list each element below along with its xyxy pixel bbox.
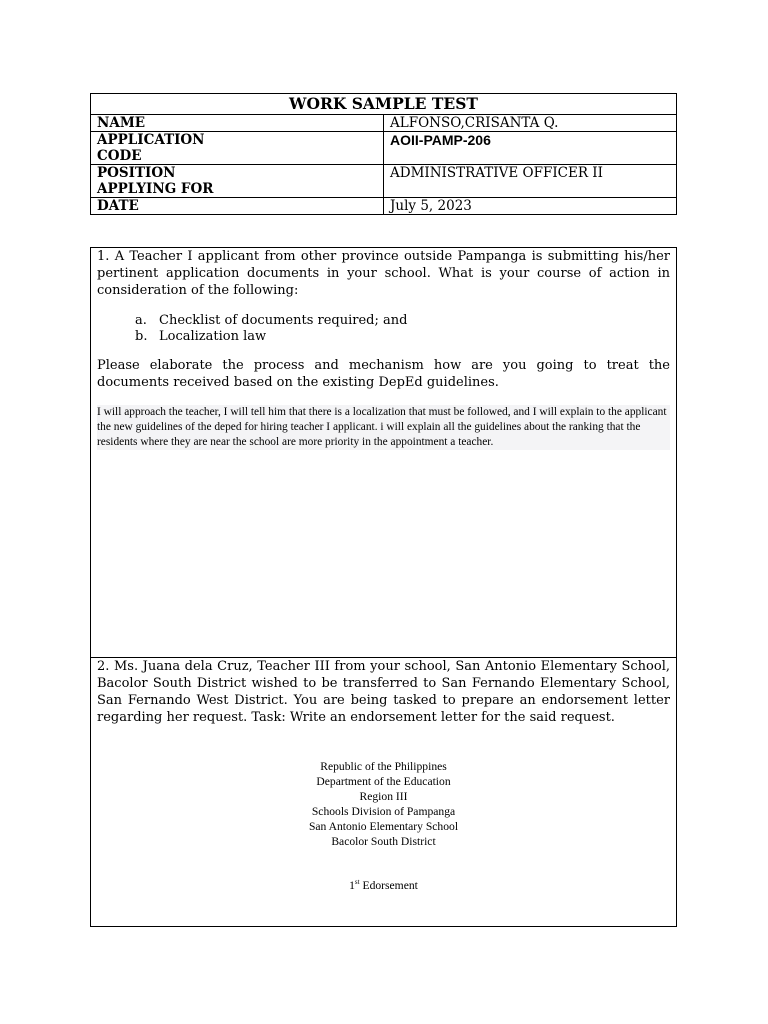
question-1-text: 1. A Teacher I applicant from other province outside Pampanga is submitting his/her pertinent application documents in your school. What is your course of action in consideration of the following: <box>97 249 670 298</box>
letterhead-line: San Antonio Elementary School <box>308 820 459 833</box>
endorsement-number: 1 <box>349 878 355 892</box>
position-label <box>91 165 384 198</box>
position-label-line1: POSITION <box>97 165 176 181</box>
application-code-text: AOII-PAMP-206 <box>390 132 491 148</box>
name-value: ALFONSO,CRISANTA Q. <box>384 115 677 132</box>
item-marker: b. <box>135 329 148 344</box>
letterhead-line: Bacolor South District <box>331 835 436 848</box>
date-label: DATE <box>91 198 384 215</box>
position-value: ADMINISTRATIVE OFFICER II <box>384 165 677 198</box>
questions-table <box>90 247 677 927</box>
application-code-label-line2: CODE <box>97 148 142 164</box>
question-2-text: 2. Ms. Juana dela Cruz, Teacher III from your school, San Antonio Elementary School, Bacolor South District wished to be transferred to San Fernando Elementary School, San Fernando West District. You are being tasked to prepare an endorsement letter regarding her request. Task: Write an endorsement letter for the said request. <box>97 659 670 725</box>
question-1-item-b <box>135 329 670 345</box>
endorsement-ordinal: st <box>354 878 360 886</box>
item-text: Localization law <box>159 329 267 344</box>
question-1-cell <box>91 248 677 658</box>
question-2-cell <box>91 658 677 927</box>
question-1-instruction: Please elaborate the process and mechanism how are you going to treat the documents received based on the existing DepEd guidelines. <box>97 358 670 390</box>
application-code-label <box>91 132 384 165</box>
letterhead-line: Department of the Education <box>316 775 451 788</box>
letterhead-line: Region III <box>359 790 408 803</box>
application-code-value <box>384 132 677 165</box>
letterhead-line: Schools Division of Pampanga <box>311 805 456 818</box>
endorsement-heading <box>97 878 670 892</box>
endorsement-word: Edorsement <box>359 878 418 892</box>
date-value: July 5, 2023 <box>384 198 677 215</box>
item-text: Checklist of documents required; and <box>159 313 408 328</box>
question-1-list <box>97 313 670 345</box>
applicant-info-table <box>90 93 677 215</box>
name-label: NAME <box>91 115 384 132</box>
item-marker: a. <box>135 313 147 328</box>
application-code-label-line1: APPLICATION <box>97 132 205 148</box>
endorsement-letterhead <box>97 759 670 849</box>
document-title: WORK SAMPLE TEST <box>91 94 677 115</box>
letterhead-line: Republic of the Philippines <box>320 760 447 773</box>
question-1-item-a <box>135 313 670 329</box>
question-1-answer[interactable]: I will approach the teacher, I will tell him that there is a localization that must be followed, and I will explain to the applicant the new guidelines of the deped for hiring teacher I applicant. i will explain all the guidelines about the ranking that the residents where they are near the school are more priority in the appointment a teacher. <box>97 405 670 450</box>
position-label-line2: APPLYING FOR <box>97 181 214 197</box>
